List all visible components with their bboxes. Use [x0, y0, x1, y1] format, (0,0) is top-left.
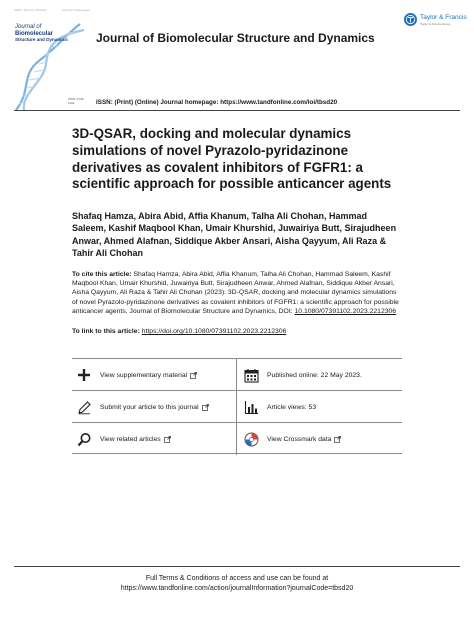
- link-label: To link to this article:: [72, 328, 140, 335]
- cite-text: Shafaq Hamza, Abira Abid, Affia Khanum, Talha Ali Chohan, Hammad Saleem, Kashif Maqbool Khan, Umair Khurshid, Juwairiya Butt, Sirajudheen Anwar, Ahmed Alafnan, Siddique Akber Ansari, Aisha Qayyum, Ali Raza & Tahir Ali Chohan (2023): 3D-QSAR, docking and molecular dynamics simulations of novel Pyrazolo-pyridazinone derivatives as covalent inhibitors of FGFR1: a scientific approach for possible anticancer agents, Journal of Biomolecular Structure and Dynamics, DOI:: [72, 271, 399, 315]
- cover-title: [15, 24, 68, 44]
- publisher-name: Taylor & Francis: [420, 14, 467, 21]
- supplementary-label: View supplementary material: [100, 371, 188, 379]
- submit-label: Submit your article to this journal: [100, 403, 199, 411]
- bar-chart-icon: [243, 399, 259, 415]
- footer-line1: Full Terms & Conditions of access and use can be found at: [145, 575, 329, 582]
- related-articles-link[interactable]: [72, 423, 236, 455]
- external-link-icon: [202, 404, 209, 411]
- cite-label: To cite this article:: [72, 271, 132, 278]
- issn-homepage-line: [96, 99, 337, 106]
- external-link-icon: [190, 372, 197, 379]
- publisher-logo[interactable]: [404, 11, 466, 31]
- action-row-3: [72, 422, 402, 454]
- journal-title[interactable]: Journal of Biomolecular Structure and Dynamics: [96, 31, 375, 45]
- footer-line2[interactable]: https://www.tandfonline.com/action/journalInformation?journalCode=tbsd20: [120, 584, 354, 592]
- external-link-icon: [164, 436, 171, 443]
- action-row-1: [72, 358, 402, 390]
- tiny-meta-issn: ISSN: (Print) (Online): [14, 8, 47, 12]
- cover-title-line2: Biomolecular: [15, 30, 54, 37]
- header-divider: [14, 110, 460, 111]
- cover-title-line1: Journal of: [15, 24, 42, 30]
- article-views-info: [236, 391, 402, 423]
- article-authors: Shafaq Hamza, Abira Abid, Affia Khanum, Talha Ali Chohan, Hammad Saleem, Kashif Maqbool Khan, Umair Khurshid, Juwairiya Butt, Sirajudheen Anwar, Ahmed Alafnan, Siddique Akber Ansari, Aisha Qayyum, Ali Raza & Tahir Ali Chohan: [72, 211, 397, 258]
- views-count: Article views: 53: [267, 403, 317, 411]
- doi-link[interactable]: https://doi.org/10.1080/07391102.2023.2212306: [141, 328, 287, 335]
- cover-issn: ISSN: 0739-1102: [68, 97, 85, 105]
- supplementary-material-link[interactable]: [72, 359, 236, 391]
- issn-homepage-text: ISSN: (Print) (Online) Journal homepage: https://www.tandfonline.com/loi/tbsd20: [96, 99, 338, 106]
- publisher-sub: Taylor & Francis Group: [420, 22, 451, 26]
- crossmark-link[interactable]: [236, 423, 402, 455]
- cite-doi-link[interactable]: 10.1080/07391102.2023.2212306: [294, 307, 397, 315]
- action-row-2: [72, 390, 402, 422]
- link-block: [72, 328, 402, 335]
- plus-icon: [76, 367, 92, 383]
- footer: [60, 574, 414, 593]
- pencil-icon: [76, 399, 92, 415]
- published-online-info: [236, 359, 402, 391]
- footer-divider: [14, 566, 460, 567]
- article-title: 3D-QSAR, docking and molecular dynamics simulations of novel Pyrazolo-pyridazinone derivatives as covalent inhibitors of FGFR1: a scientific approach for possible anticancer agents: [72, 126, 392, 192]
- citation-block: [72, 270, 402, 316]
- published-date: Published online: 22 May 2023.: [267, 371, 362, 379]
- tiny-meta-homepage: Journal homepage: [61, 8, 90, 12]
- taylor-francis-logo-icon: [404, 13, 417, 26]
- submit-article-link[interactable]: [72, 391, 236, 423]
- related-label: View related articles: [100, 435, 161, 443]
- journal-cover: [10, 20, 88, 112]
- calendar-icon: [243, 367, 259, 383]
- tiny-meta: [14, 8, 104, 12]
- cover-title-line3: Structure and Dynamics: [15, 37, 68, 42]
- magnifier-icon: [76, 431, 92, 447]
- external-link-icon: [334, 436, 341, 443]
- crossmark-icon: [243, 431, 259, 447]
- crossmark-label: View Crossmark data: [267, 435, 332, 443]
